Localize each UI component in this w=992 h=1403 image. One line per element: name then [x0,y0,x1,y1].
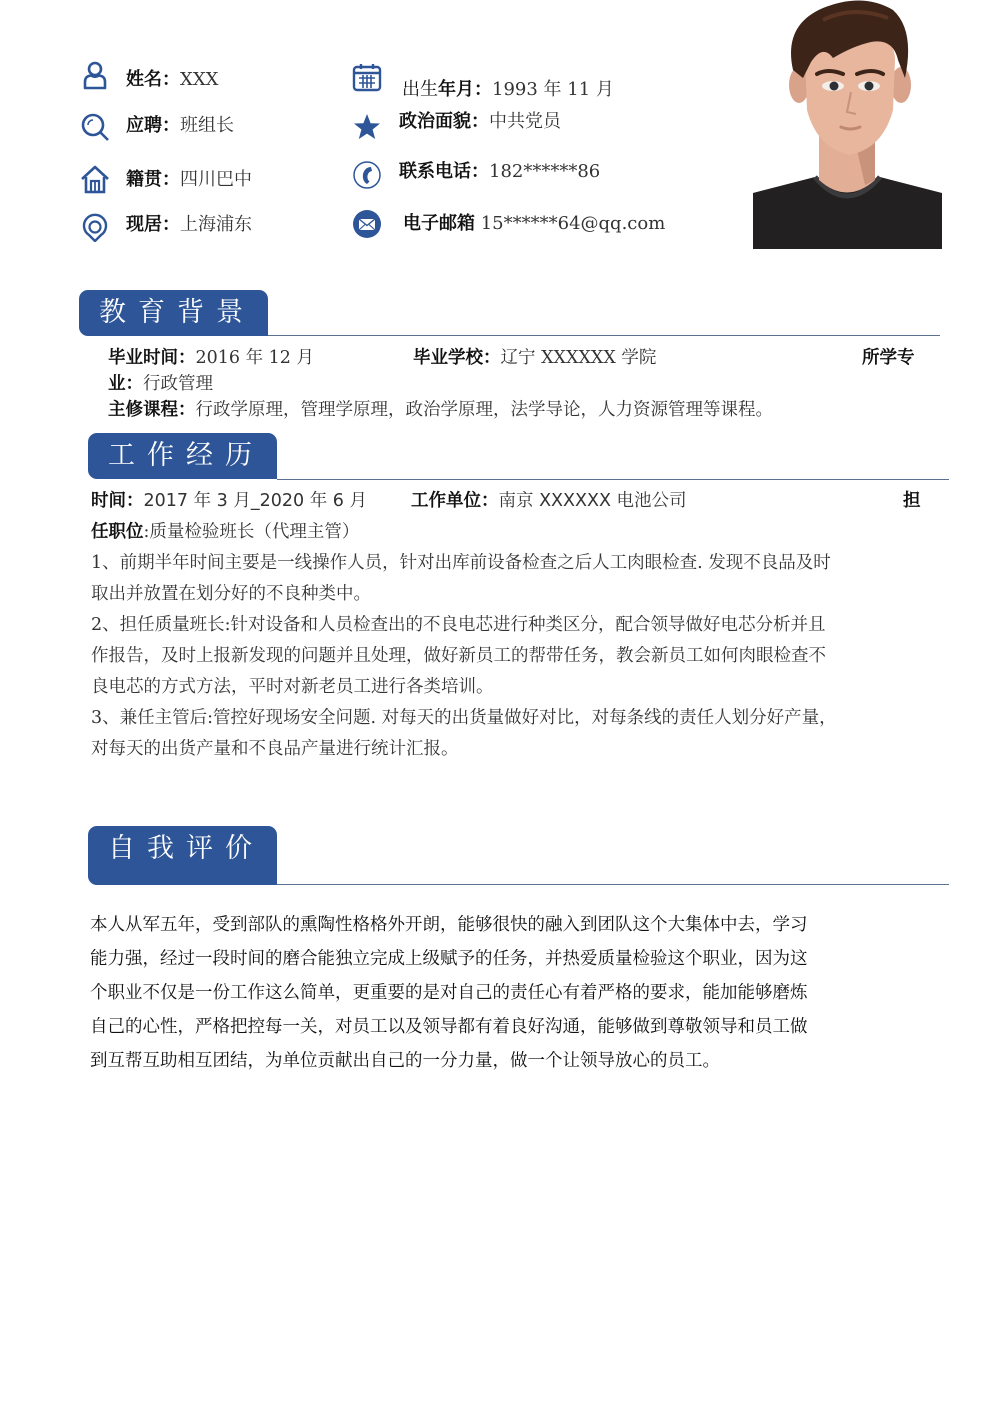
section-divider [277,884,949,885]
home-icon [80,164,110,194]
role: 任职位:质量检验班长（代理主管） [91,522,360,542]
self-evaluation-line: 本人从军五年，受到部队的熏陶性格格外开朗，能够很快的融入到团队这个大集体中去，学习 [90,915,808,935]
name-field: 姓名：XXX [126,69,219,90]
section-divider [277,479,949,480]
school: 毕业学校：辽宁 XXXXXX 学院 [413,348,657,368]
education-section-title: 教育背景 [79,290,268,336]
major-label-start: 所学专 [862,348,915,368]
star-icon [352,112,382,142]
company: 工作单位：南京 XXXXXX 电池公司 [411,491,687,511]
person-icon [80,60,110,90]
self-evaluation-line: 个职业不仅是一份工作这么简单，更重要的是对自己的责任心有着严格的要求，能加能够磨炼 [90,983,808,1003]
politics-field: 政治面貌：中共党员 [399,111,561,132]
self-evaluation-section-title: 自我评价 [88,826,277,885]
avatar [753,0,942,249]
avatar-illustration-icon [753,0,942,249]
self-evaluation-text [90,908,920,1078]
major: 业：行政管理 [108,374,213,394]
residence-field: 现居：上海浦东 [126,214,252,235]
location-pin-icon [80,212,110,242]
self-evaluation-line: 到互帮互助相互团结，为单位贡献出自己的一分力量，做一个让领导放心的员工。 [90,1051,720,1071]
grad-time: 毕业时间：2016 年 12 月 [108,348,314,368]
phone-field: 联系电话：182******86 [399,161,601,182]
work-line: 1、前期半年时间主要是一线操作人员，针对出库前设备检查之后人工肉眼检查. 发现不良品及时 [91,553,831,573]
work-line: 良电芯的方式方法，平时对新老员工进行各类培训。 [91,677,494,697]
phone-icon [352,160,382,190]
section-divider [268,335,940,336]
self-evaluation-line: 自己的心性，严格把控每一关，对员工以及领导都有着良好沟通，能够做到尊敬领导和员工做 [90,1017,808,1037]
courses: 主修课程：行政学原理，管理学原理，政治学原理，法学导论，人力资源管理等课程。 [108,400,773,420]
position-field: 应聘：班组长 [126,115,234,136]
work-line: 2、担任质量班长:针对设备和人员检查出的不良电芯进行种类区分，配合领导做好电芯分析并且 [91,615,826,635]
work-line: 对每天的出货产量和不良品产量进行统计汇报。 [91,739,459,759]
hometown-field: 籍贯：四川巴中 [126,169,252,190]
work-time: 时间：2017 年 3 月_2020 年 6 月 [91,491,367,511]
birth-field: 出生年月：1993 年 11 月 [402,79,614,100]
work-line: 作报告，及时上报新发现的问题并且处理，做好新员工的帮带任务，教会新员工如何肉眼检查不 [91,646,826,666]
search-icon [80,112,110,142]
work-line: 取出并放置在划分好的不良种类中。 [91,584,371,604]
self-evaluation-line: 能力强，经过一段时间的磨合能独立完成上级赋予的任务，并热爱质量检验这个职业，因为这 [90,949,808,969]
work-section-title: 工作经历 [88,433,277,479]
calendar-icon [352,62,382,92]
role-label-start: 担 [903,491,921,511]
email-field: 电子邮箱 15******64@qq.com [403,213,666,234]
work-line: 3、兼任主管后:管控好现场安全问题. 对每天的出货量做好对比，对每条线的责任人划分好产量， [91,708,837,728]
mail-icon [352,209,382,239]
